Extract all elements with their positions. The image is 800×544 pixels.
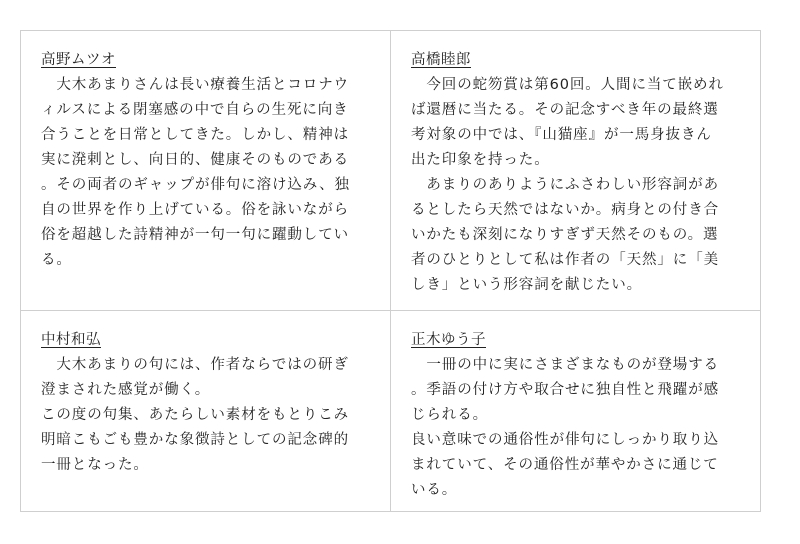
- review-cell-nakamura: [21, 311, 391, 511]
- review-line: 今回の蛇笏賞は第60回。人間に当て嵌めれ: [411, 77, 724, 93]
- review-line: 俗を超越した詩精神が一句一句に躍動してい: [41, 227, 349, 243]
- review-line: この度の句集、あたらしい素材をもとりこみ: [41, 407, 349, 423]
- review-line: じられる。: [411, 407, 488, 423]
- review-line: 大木あまりの句には、作者ならではの研ぎ: [41, 357, 349, 373]
- review-line: 考対象の中では、『山猫座』が一馬身抜きん: [411, 127, 712, 143]
- review-grid: [20, 30, 761, 512]
- review-line: しき」という形容詞を献じたい。: [411, 277, 642, 293]
- review-line: 合うことを日常としてきた。しかし、精神は: [41, 127, 349, 143]
- reviewer-name: 正木ゆう子: [411, 332, 486, 348]
- review-line: いかたも深刻になりすぎず天然そのもの。選: [411, 227, 719, 243]
- review-line: 。季語の付け方や取合せに独自性と飛躍が感: [411, 382, 719, 398]
- review-line: 実に溌剌とし、向日的、健康そのものである: [41, 152, 349, 168]
- review-cell-masaki: [391, 311, 760, 511]
- review-line: る。: [41, 252, 72, 268]
- review-line: ば還暦に当たる。その記念すべき年の最終選: [411, 102, 719, 118]
- review-line: 一冊となった。: [41, 457, 149, 473]
- review-line: 出た印象を持った。: [411, 152, 550, 168]
- review-line: 。その両者のギャップが俳句に溶け込み、独: [41, 177, 350, 193]
- review-line: いる。: [411, 482, 458, 498]
- review-line: 明暗こもごも豊かな象徴詩としての記念碑的: [41, 432, 349, 448]
- review-line: 者のひとりとして私は作者の「天然」に「美: [411, 252, 719, 268]
- reviewer-name: 高野ムツオ: [41, 52, 116, 68]
- review-line: 自の世界を作り上げている。俗を詠いながら: [41, 202, 349, 218]
- reviewer-name: 中村和弘: [41, 332, 101, 348]
- review-line: あまりのありようにふさわしい形容詞があ: [411, 177, 719, 193]
- review-line: るとしたら天然ではないか。病身との付き合: [411, 202, 719, 218]
- review-line: まれていて、その通俗性が華やかさに通じて: [411, 457, 719, 473]
- review-line: 大木あまりさんは長い療養生活とコロナウ: [41, 77, 349, 93]
- review-line: 一冊の中に実にさまざまなものが登場する: [411, 357, 719, 373]
- review-line: ィルスによる閉塞感の中で自らの生死に向き: [41, 102, 349, 118]
- review-cell-takahashi: [391, 31, 760, 311]
- review-cell-takano: [21, 31, 391, 311]
- reviewer-name: 高橋睦郎: [411, 52, 471, 68]
- review-line: 澄まされた感覚が働く。: [41, 382, 211, 398]
- review-line: 良い意味での通俗性が俳句にしっかり取り込: [411, 432, 719, 448]
